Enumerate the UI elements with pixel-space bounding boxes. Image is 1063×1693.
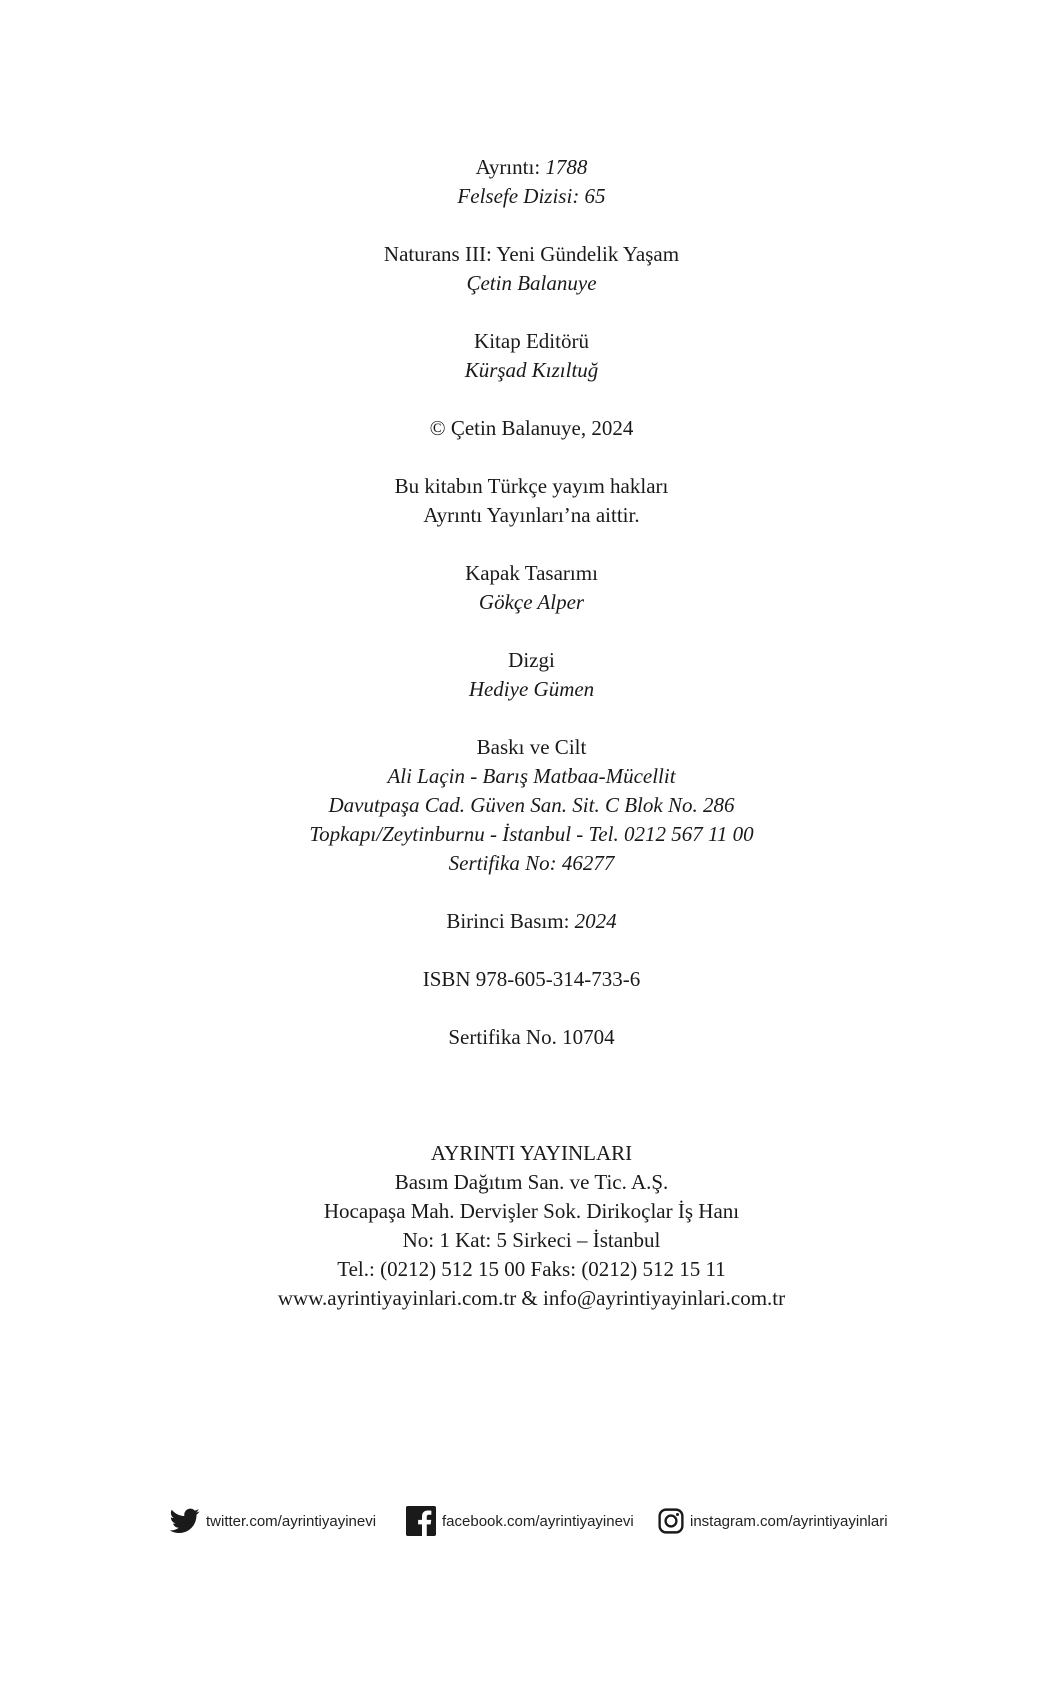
copyright-line: © Çetin Balanuye, 2024 [429,416,634,440]
social-links [0,1503,1063,1543]
editor-name: Kürşad Kızıltuğ [464,358,599,382]
copyright-info [0,414,1063,443]
instagram-link[interactable] [658,1503,888,1539]
certificate-info [0,1023,1063,1052]
cover-design-name: Gökçe Alper [478,590,585,614]
printing-info [0,733,1063,878]
edition-info [0,907,1063,936]
book-info [0,240,1063,298]
printing-line-3: Topkapı/Zeytinburnu - İstanbul - Tel. 0212 567 11 00 [309,822,754,846]
facebook-label: facebook.com/ayrintiyayinevi [442,1512,634,1530]
publisher-company: Basım Dağıtım San. ve Tic. A.Ş. [394,1170,669,1194]
printing-line-1: Ali Laçin - Barış Matbaa-Mücellit [387,764,676,788]
printing-line-2: Davutpaşa Cad. Güven San. Sit. C Blok No. 286 [328,793,735,817]
publisher-address-1: Hocapaşa Mah. Dervişler Sok. Dirikoçlar İş Hanı [323,1199,740,1223]
rights-info [0,472,1063,530]
publisher-web: www.ayrintiyayinlari.com.tr & info@ayrintiyayinlari.com.tr [277,1286,786,1310]
publisher-label: Ayrıntı: [475,155,546,179]
publisher-name: AYRINTI YAYINLARI [430,1141,633,1165]
facebook-link[interactable] [406,1503,634,1539]
twitter-bird-icon [170,1508,200,1534]
series-line: Felsefe Dizisi: 65 [457,184,606,208]
publisher-phone: Tel.: (0212) 512 15 00 Faks: (0212) 512 15 11 [337,1257,726,1281]
publisher-address-2: No: 1 Kat: 5 Sirkeci – İstanbul [402,1228,661,1252]
instagram-label: instagram.com/ayrintiyayinlari [690,1512,888,1530]
rights-line-1: Bu kitabın Türkçe yayım hakları [394,474,669,498]
isbn-line: ISBN 978-605-314-733-6 [422,967,641,991]
twitter-label: twitter.com/ayrintiyayinevi [206,1512,377,1530]
printing-label: Baskı ve Cilt [476,735,587,759]
publisher-number: 1788 [545,155,588,179]
editor-info [0,327,1063,385]
publisher-number-line [0,153,1063,182]
printing-line-4: Sertifika No: 46277 [448,851,615,875]
edition-label: Birinci Basım: [446,909,575,933]
certificate-line: Sertifika No. 10704 [448,1025,615,1049]
book-author: Çetin Balanuye [466,271,597,295]
instagram-icon [658,1508,684,1534]
rights-line-2: Ayrıntı Yayınları’na aittir. [423,503,640,527]
cover-design-label: Kapak Tasarımı [465,561,598,585]
edition-line [0,907,1063,936]
edition-year: 2024 [574,909,617,933]
typesetting-info [0,646,1063,704]
publisher-info [0,1139,1063,1313]
series-info [0,153,1063,211]
editor-label: Kitap Editörü [474,329,589,353]
isbn-info [0,965,1063,994]
cover-design-info [0,559,1063,617]
typesetting-name: Hediye Gümen [468,677,595,701]
typesetting-label: Dizgi [508,648,555,672]
facebook-icon [406,1506,436,1536]
book-title: Naturans III: Yeni Gündelik Yaşam [383,242,680,266]
twitter-link[interactable] [170,1503,376,1539]
